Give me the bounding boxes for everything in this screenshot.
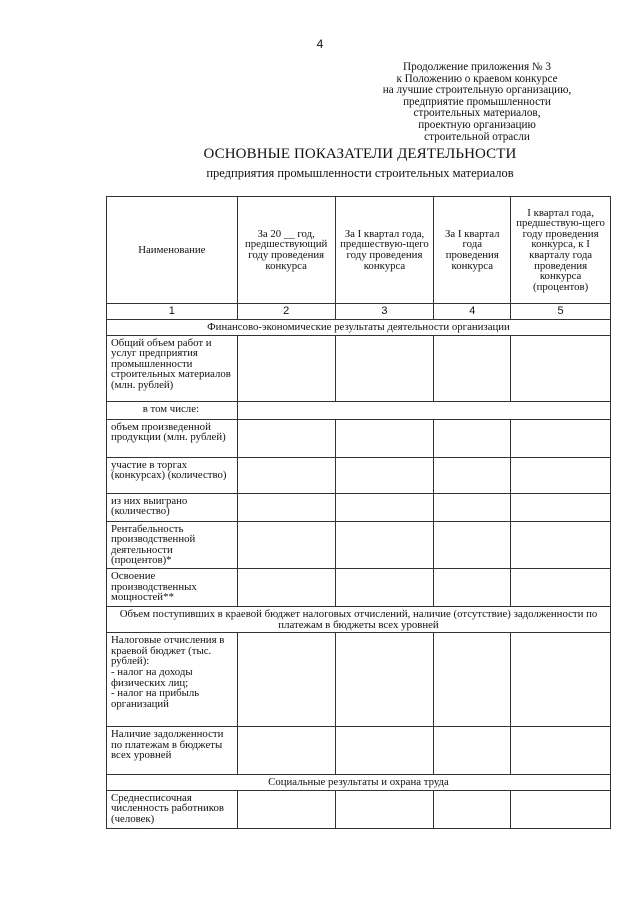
value-cell[interactable]	[434, 568, 511, 606]
value-cell[interactable]	[335, 335, 434, 401]
value-cell[interactable]	[335, 727, 434, 775]
value-cell[interactable]	[237, 335, 335, 401]
appendix-line: к Положению о краевом конкурсе	[396, 72, 558, 85]
row-label: - налог на прибыль организаций	[111, 687, 200, 710]
value-cell[interactable]	[434, 493, 511, 521]
section-title: Финансово-экономические результаты деятельности организации	[107, 320, 611, 336]
indicators-table	[106, 196, 611, 829]
section-row-taxes	[107, 606, 611, 632]
value-cell[interactable]	[335, 521, 434, 568]
appendix-line: строительных материалов,	[413, 107, 541, 120]
value-cell[interactable]	[511, 790, 611, 828]
appendix-reference	[352, 62, 602, 143]
column-number: 2	[237, 304, 335, 320]
document-title: ОСНОВНЫЕ ПОКАЗАТЕЛИ ДЕЯТЕЛЬНОСТИ	[203, 146, 517, 162]
value-cell[interactable]	[237, 633, 335, 727]
row-label: Рентабельность производственной деятельности (процентов)*	[107, 521, 238, 568]
section-row-financial	[107, 320, 611, 336]
row-label-taxes	[107, 633, 238, 727]
appendix-line: на лучшие строительную организацию,	[382, 84, 572, 97]
value-cell[interactable]	[237, 457, 335, 493]
column-number: 5	[511, 304, 611, 320]
header-cell-percent: I квартал года, предшествую-щего году проведения конкурса, к I кварталу года проведения конкурса (процентов)	[511, 197, 611, 304]
value-cell[interactable]	[237, 401, 610, 419]
row-label: Освоение производственных мощностей**	[107, 568, 238, 606]
appendix-line: проектную организацию	[418, 118, 536, 131]
row-label: Среднесписочная численность работников (человек)	[107, 790, 238, 828]
row-label: Налоговые отчисления в краевой бюджет (тыс. рублей):	[111, 634, 225, 668]
section-title: Объем поступивших в краевой бюджет налоговых отчислений, наличие (отсутствие) задолженности по платежам в бюджеты всех уровней	[107, 606, 611, 632]
value-cell[interactable]	[237, 790, 335, 828]
value-cell[interactable]	[237, 419, 335, 457]
value-cell[interactable]	[335, 633, 434, 727]
value-cell[interactable]	[511, 727, 611, 775]
document-subtitle: предприятия промышленности строительных материалов	[206, 166, 514, 180]
value-cell[interactable]	[511, 493, 611, 521]
row-label: объем произведенной продукции (млн. рублей)	[107, 419, 238, 457]
value-cell[interactable]	[511, 335, 611, 401]
value-cell[interactable]	[335, 493, 434, 521]
value-cell[interactable]	[434, 633, 511, 727]
value-cell[interactable]	[511, 568, 611, 606]
table-row	[107, 419, 611, 457]
value-cell[interactable]	[237, 493, 335, 521]
value-cell[interactable]	[335, 790, 434, 828]
table-row	[107, 401, 611, 419]
value-cell[interactable]	[511, 419, 611, 457]
appendix-line: предприятие промышленности	[403, 95, 551, 108]
value-cell[interactable]	[434, 521, 511, 568]
page-number: 4	[316, 37, 324, 51]
value-cell[interactable]	[434, 457, 511, 493]
value-cell[interactable]	[511, 457, 611, 493]
column-number: 4	[434, 304, 511, 320]
appendix-line: строительной отрасли	[424, 130, 530, 143]
value-cell[interactable]	[237, 727, 335, 775]
table-row	[107, 633, 611, 727]
table-row	[107, 493, 611, 521]
value-cell[interactable]	[237, 568, 335, 606]
section-row-social	[107, 775, 611, 791]
value-cell[interactable]	[237, 521, 335, 568]
column-number: 3	[335, 304, 434, 320]
header-row	[107, 197, 611, 304]
row-label: в том числе:	[107, 401, 238, 419]
row-label: Общий объем работ и услуг предприятия промышленности строительных материалов (млн. рублей)	[107, 335, 238, 401]
table-row	[107, 521, 611, 568]
header-cell-prev-q1: За I квартал года, предшествую-щего году проведения конкурса	[335, 197, 434, 304]
value-cell[interactable]	[434, 335, 511, 401]
row-label: - налог на доходы физических лиц;	[111, 665, 193, 689]
row-label: участие в торгах (конкурсах) (количество)	[107, 457, 238, 493]
header-cell-curr-q1: За I квартал года проведения конкурса	[434, 197, 511, 304]
table-row	[107, 727, 611, 775]
value-cell[interactable]	[434, 790, 511, 828]
row-label: из них выиграно (количество)	[107, 493, 238, 521]
column-number: 1	[107, 304, 238, 320]
row-label: Наличие задолженности по платежам в бюджеты всех уровней	[107, 727, 238, 775]
value-cell[interactable]	[335, 568, 434, 606]
appendix-line: Продолжение приложения № 3	[403, 61, 551, 73]
value-cell[interactable]	[511, 521, 611, 568]
value-cell[interactable]	[335, 419, 434, 457]
value-cell[interactable]	[434, 419, 511, 457]
value-cell[interactable]	[335, 457, 434, 493]
header-cell-prev-year: За 20 __ год, предшествующий году проведения конкурса	[237, 197, 335, 304]
table-row	[107, 457, 611, 493]
section-title: Социальные результаты и охрана труда	[107, 775, 611, 791]
table-row	[107, 568, 611, 606]
table-row	[107, 335, 611, 401]
column-number-row	[107, 304, 611, 320]
header-cell-name: Наименование	[107, 197, 238, 304]
value-cell[interactable]	[511, 633, 611, 727]
table-row	[107, 790, 611, 828]
value-cell[interactable]	[434, 727, 511, 775]
